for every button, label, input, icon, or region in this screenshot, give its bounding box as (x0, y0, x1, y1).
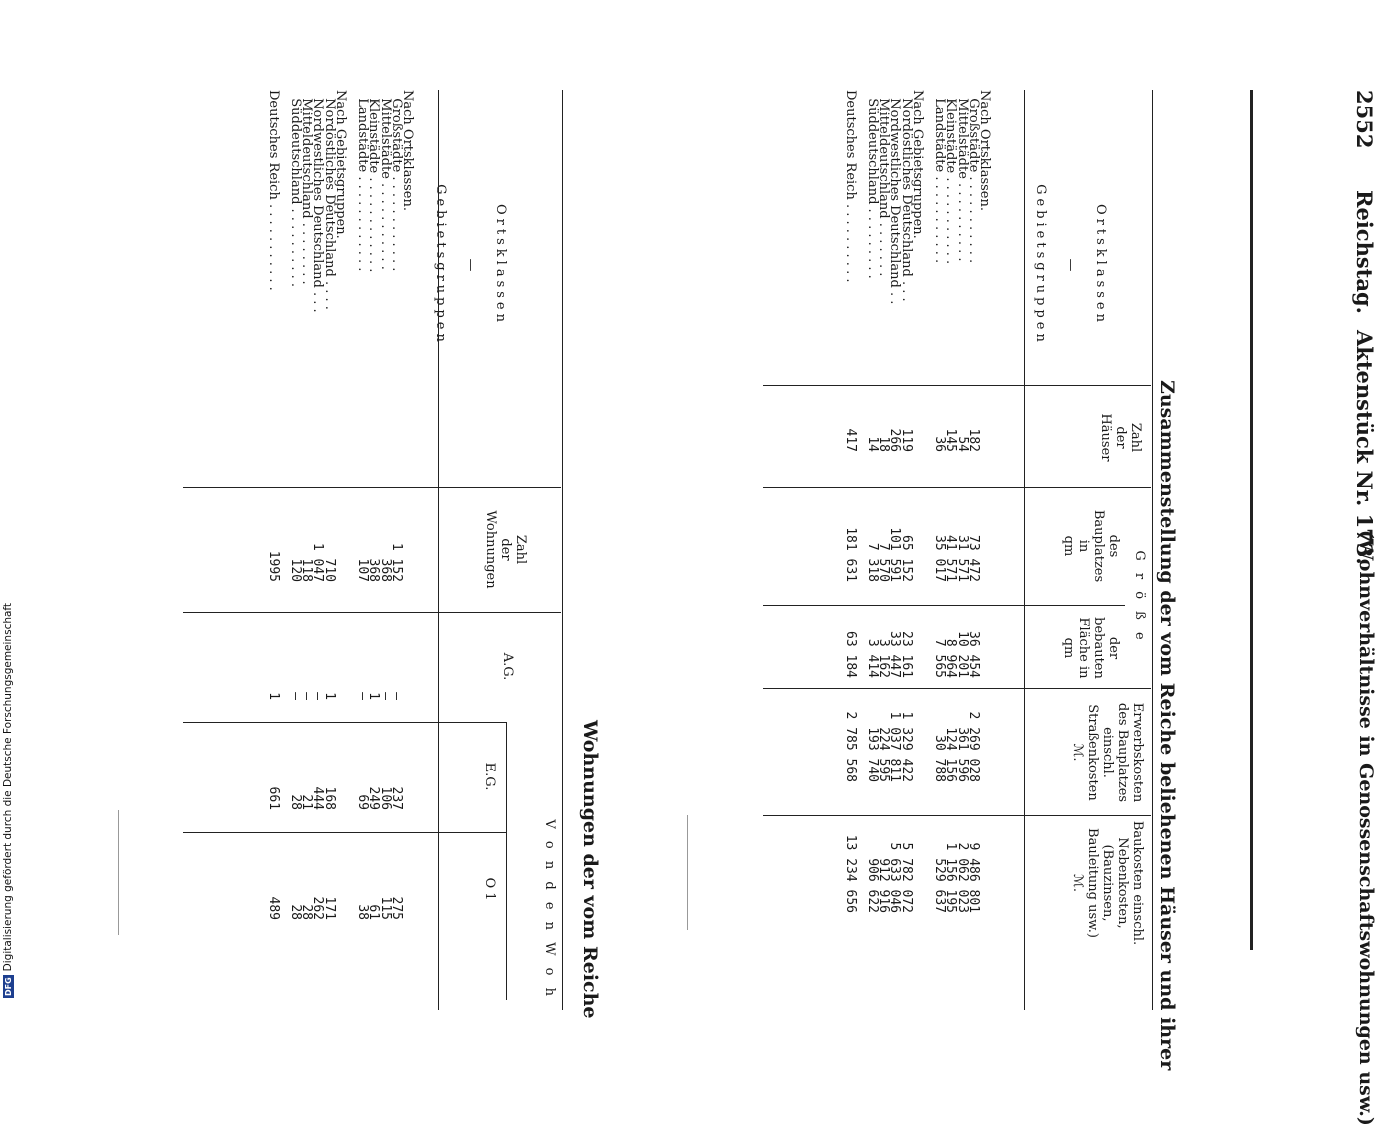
t2-col-header-von-den: V o n d e n W o h (542, 819, 557, 1000)
t2-col-header-wohnungen: Zahl der Wohnungen (483, 510, 528, 589)
t2-stub-header-gebietsgruppen: Gebietsgruppen (433, 184, 448, 346)
table1-header-rule (1024, 90, 1025, 1010)
table2-subheader-rule (506, 722, 507, 1000)
table2-body-divider-2 (183, 612, 437, 613)
table1-body-divider-1 (763, 487, 1023, 488)
table2-divider-3 (437, 722, 507, 723)
source-title: Reichstag. (1352, 190, 1377, 314)
table1-col-erwerb: 2 269 028 361 596 124 156 30 788 1 329 422 1 037 811 224 595 193 740 2 785 568 (842, 711, 981, 782)
margin-mark-2 (118, 810, 119, 935)
dfg-logo: DFG (4, 977, 13, 996)
table1-col-bauplatz: 73 472 31 571 41 571 35 017 65 152 101 591 7 570 7 318 181 631 (842, 527, 981, 582)
funding-text: Digitalisierung gefördert durch die Deutsche Forschungsgemeinschaft (2, 602, 14, 972)
t2-col-header-ag: A.G. (500, 652, 515, 681)
table1-top-rule (1152, 90, 1153, 1010)
col-header-flaeche: der bebauten Fläche in qm (1061, 617, 1121, 679)
table1-body-divider-2 (763, 605, 1023, 606)
table2-body-divider-4 (183, 832, 437, 833)
col-header-erwerb: Erwerbskosten des Bauplatzes einschl. Straßenkosten ℳ. (1070, 702, 1145, 803)
stub-header-dash: — (1063, 258, 1078, 272)
table1-stub-header (1018, 150, 1123, 380)
table2-top-rule (562, 90, 563, 1010)
document-number: Aktenstück Nr. 173. (1352, 330, 1377, 565)
table2-col-ag: — — 1 — 1 — — — 1 (265, 692, 404, 700)
stub-header-ortsklassen: Ortsklassen (1093, 204, 1108, 326)
document-subject: (Wohnverhältnisse in Genossenschaftswohnungen usw.) (1355, 530, 1377, 1126)
table2-row-labels: Nach Ortsklassen. Großstädte . . . . . . . . . . . . Mittelstädte . . . . . . . . . . . Kleinstädte . . . . . . . . . . . . Landstädte . . . . . . . . . . . . Nach Gebietsgruppen. Nordöstliches Deutschland . . . . Nordwestliches Deutschland . . . Mitteldeutschland . . . . . . . . Süddeutschland . . . . . . . . . . Deutsches Reich . . . . . . . . . . . (265, 90, 415, 313)
table1-col-baukosten: 9 486 801 2 062 023 1 156 195 529 637 5 782 072 5 633 046 912 916 906 622 13 234 656 (842, 834, 981, 913)
t2-col-header-eg: E.G. (482, 762, 497, 791)
table2-stub-header (418, 150, 523, 380)
header-rule (1250, 90, 1253, 950)
col-header-haeuser: Zahl der Häuser (1098, 413, 1143, 462)
stub-header-gebietsgruppen: Gebietsgruppen (1033, 184, 1048, 346)
table2-body-divider-3 (183, 722, 437, 723)
col-header-bauplatz: des Bauplatzes in qm (1061, 509, 1121, 583)
table2-title: Wohnungen der vom Reiche (579, 720, 601, 1019)
margin-mark-1 (687, 815, 688, 930)
table1-body-divider-4 (763, 815, 1023, 816)
t2-stub-header-ortsklassen: Ortsklassen (493, 204, 508, 326)
col-header-groesse: G r ö ß e (1132, 550, 1147, 644)
col-header-baukosten: Baukosten einschl. Nebenkosten, (Bauzinsen, Bauleitung usw.) ℳ. (1070, 820, 1145, 946)
table2-divider-4 (437, 832, 507, 833)
table1-title: Zusammenstellung der vom Reiche beliehenen Häuser und ihrer (1156, 380, 1178, 1071)
table2-col-eg: 237 106 249 69 168 444 21 28 661 (265, 786, 404, 810)
t2-stub-header-dash: — (463, 258, 478, 272)
t2-col-header-o1: O 1 (482, 877, 497, 901)
table1-row-labels: Nach Ortsklassen. Großstädte . . . . . . . . . . . Mittelstädte . . . . . . . . . . Kleinstädte . . . . . . . . . . . Landstädte . . . . . . . . . . . Nach Gebietsgruppen. Nordöstliches Deutschland . . . Nordwestliches Deutschland . . Mitteldeutschland . . . . . . . Süddeutschland . . . . . . . . . Deutsches Reich . . . . . . . . . . (842, 90, 992, 305)
table2-col-wohnungen: 1 152 368 368 107 710 1 047 118 120 1995 (265, 542, 404, 582)
page-number: 2552 (1352, 90, 1377, 149)
table1-body-divider-0 (763, 385, 1023, 386)
table2-header-rule (438, 90, 439, 1010)
table2-body-divider-1 (183, 487, 437, 488)
table1-col-flaeche: 36 454 10 201 8 964 7 565 23 161 33 447 3 162 3 414 63 184 (842, 631, 981, 678)
table1-col-haeuser: 182 54 145 36 119 266 18 14 417 (842, 428, 981, 452)
table2-col-o1: 275 115 61 38 171 262 28 28 489 (265, 896, 404, 920)
table1-body-divider-3 (763, 688, 1023, 689)
